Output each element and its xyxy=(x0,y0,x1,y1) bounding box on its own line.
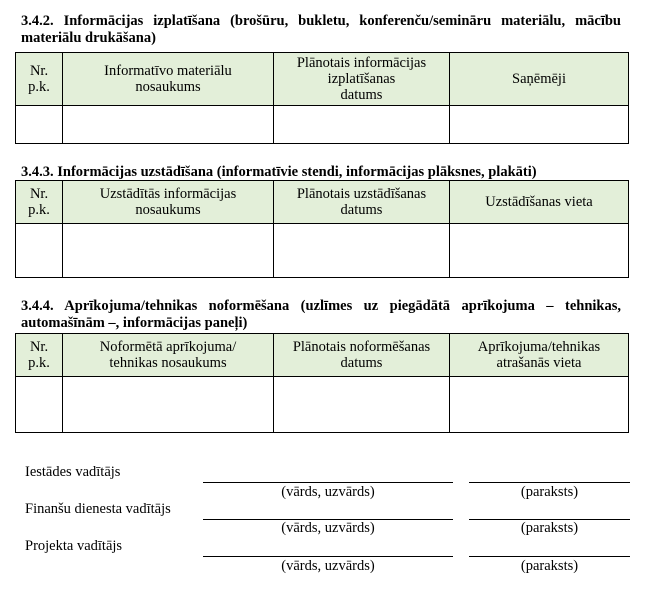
cell-nr[interactable] xyxy=(16,106,63,144)
signature-label-project: Projekta vadītājs xyxy=(25,538,123,554)
cell-equipment-name[interactable] xyxy=(63,377,274,433)
sign-caption: (paraksts) xyxy=(520,520,579,536)
header-planned-date: Plānotais informācijas izplatīšanas datums xyxy=(274,53,450,106)
section-title-3-4-3: 3.4.3. Informācijas uzstādīšana (informatīvie stendi, informācijas plāksnes, plakāti) xyxy=(21,164,537,180)
signature-name-line-project[interactable] xyxy=(203,556,453,557)
header-nr: Nr. p.k. xyxy=(16,53,63,106)
cell-installation-place[interactable] xyxy=(450,224,629,278)
name-caption: (vārds, uzvārds) xyxy=(281,484,375,500)
signature-label-finance: Finanšu dienesta vadītājs xyxy=(25,501,171,517)
header-installation-place: Uzstādīšanas vieta xyxy=(450,181,629,224)
signature-label-head: Iestādes vadītājs xyxy=(25,464,121,480)
cell-equipment-location[interactable] xyxy=(450,377,629,433)
cell-nr[interactable] xyxy=(16,224,63,278)
table-row xyxy=(16,106,629,144)
header-planned-date: Plānotais uzstādīšanas datums xyxy=(274,181,450,224)
cell-recipients[interactable] xyxy=(450,106,629,144)
header-planned-date: Plānotais noformēšanas datums xyxy=(274,334,450,377)
sign-caption: (paraksts) xyxy=(520,558,579,574)
header-nr: Nr. p.k. xyxy=(16,181,63,224)
header-installed-name: Uzstādītās informācijas nosaukums xyxy=(63,181,274,224)
section-title-3-4-4: 3.4.4. Aprīkojuma/tehnikas noformēšana (uzlīmes uz piegādātā aprīkojuma – tehnikas, automašīnām –, informācijas paneļi) xyxy=(21,298,621,331)
header-material-name: Informatīvo materiālu nosaukums xyxy=(63,53,274,106)
sign-caption: (paraksts) xyxy=(520,484,579,500)
table-row xyxy=(16,377,629,433)
header-equipment-name: Noformētā aprīkojuma/ tehnikas nosaukums xyxy=(63,334,274,377)
table-row xyxy=(16,224,629,278)
table-header-row xyxy=(16,334,629,377)
section-title-3-4-2: 3.4.2. Informācijas izplatīšana (brošūru, bukletu, konferenču/semināru materiālu, mācību materiālu drukāšana) xyxy=(21,13,621,46)
signature-sign-line-head[interactable] xyxy=(469,482,630,483)
cell-nr[interactable] xyxy=(16,377,63,433)
table-information-installation xyxy=(15,180,629,278)
cell-planned-date[interactable] xyxy=(274,224,450,278)
table-equipment-labeling xyxy=(15,333,629,433)
signature-sign-line-project[interactable] xyxy=(469,556,630,557)
table-header-row xyxy=(16,53,629,106)
header-nr: Nr. p.k. xyxy=(16,334,63,377)
signature-name-line-head[interactable] xyxy=(203,482,453,483)
header-equipment-location: Aprīkojuma/tehnikas atrašanās vieta xyxy=(450,334,629,377)
table-information-distribution xyxy=(15,52,629,144)
header-recipients: Saņēmēji xyxy=(450,53,629,106)
cell-planned-date[interactable] xyxy=(274,377,450,433)
cell-installed-name[interactable] xyxy=(63,224,274,278)
name-caption: (vārds, uzvārds) xyxy=(281,558,375,574)
table-header-row xyxy=(16,181,629,224)
name-caption: (vārds, uzvārds) xyxy=(281,520,375,536)
cell-material-name[interactable] xyxy=(63,106,274,144)
cell-planned-date[interactable] xyxy=(274,106,450,144)
